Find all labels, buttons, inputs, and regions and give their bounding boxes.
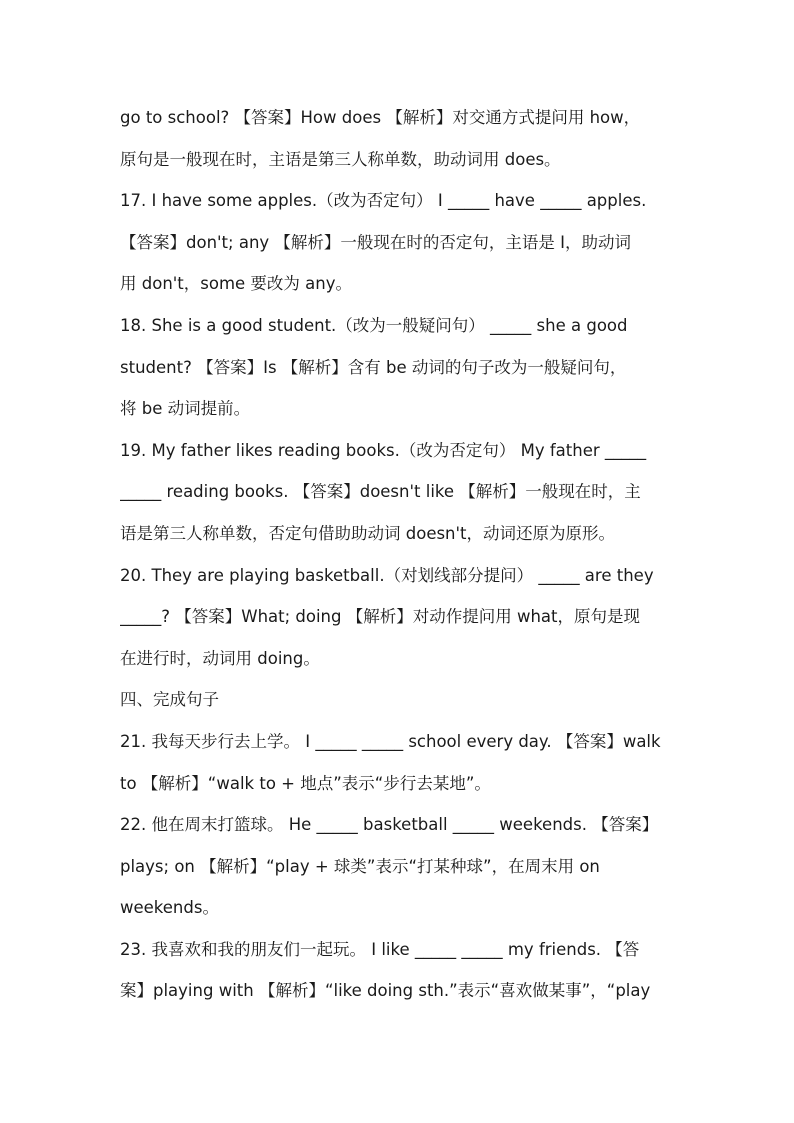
text-line: 在进行时，动词用 doing。 <box>120 648 320 668</box>
text-line: 17. I have some apples.（改为否定句） I _____ have _____ apples. <box>120 191 647 211</box>
document-page <box>120 97 676 1012</box>
text-line: 用 don't，some 要改为 any。 <box>120 274 353 294</box>
text-line: 【答案】don't; any 【解析】一般现在时的否定句，主语是 I，助动词 <box>120 232 632 252</box>
text-line: to 【解析】“walk to + 地点”表示“步行去某地”。 <box>120 773 491 793</box>
text-line: _____ reading books. 【答案】doesn't like 【解析】一般现在时，主 <box>120 482 641 502</box>
text-line: 原句是一般现在时，主语是第三人称单数，助动词用 does。 <box>120 149 561 169</box>
text-line: _____? 【答案】What; doing 【解析】对动作提问用 what，原句是现 <box>120 607 641 627</box>
text-line: 语是第三人称单数，否定句借助助动词 doesn't，动词还原为原形。 <box>120 523 616 543</box>
text-line: plays; on 【解析】“play + 球类”表示“打某种球”，在周末用 on <box>120 856 600 876</box>
text-line: 20. They are playing basketball.（对划线部分提问） _____ are they <box>120 565 654 585</box>
text-line: weekends。 <box>120 898 219 918</box>
text-line: 将 be 动词提前。 <box>120 399 251 419</box>
text-line: 19. My father likes reading books.（改为否定句） My father _____ <box>120 440 647 460</box>
section-heading: 四、完成句子 <box>120 690 219 710</box>
text-line: 21. 我每天步行去上学。 I _____ _____ school every day. 【答案】walk <box>120 731 661 751</box>
text-line: 22. 他在周末打篮球。 He _____ basketball _____ weekends. 【答案】 <box>120 815 659 835</box>
text-line: student? 【答案】Is 【解析】含有 be 动词的句子改为一般疑问句， <box>120 357 627 377</box>
text-line: 案】playing with 【解析】“like doing sth.”表示“喜欢做某事”，“play <box>120 981 651 1001</box>
text-line: 23. 我喜欢和我的朋友们一起玩。 I like _____ _____ my friends. 【答 <box>120 939 640 959</box>
text-line: 18. She is a good student.（改为一般疑问句） _____ she a good <box>120 315 628 335</box>
text-line: go to school? 【答案】How does 【解析】对交通方式提问用 how， <box>120 108 641 127</box>
